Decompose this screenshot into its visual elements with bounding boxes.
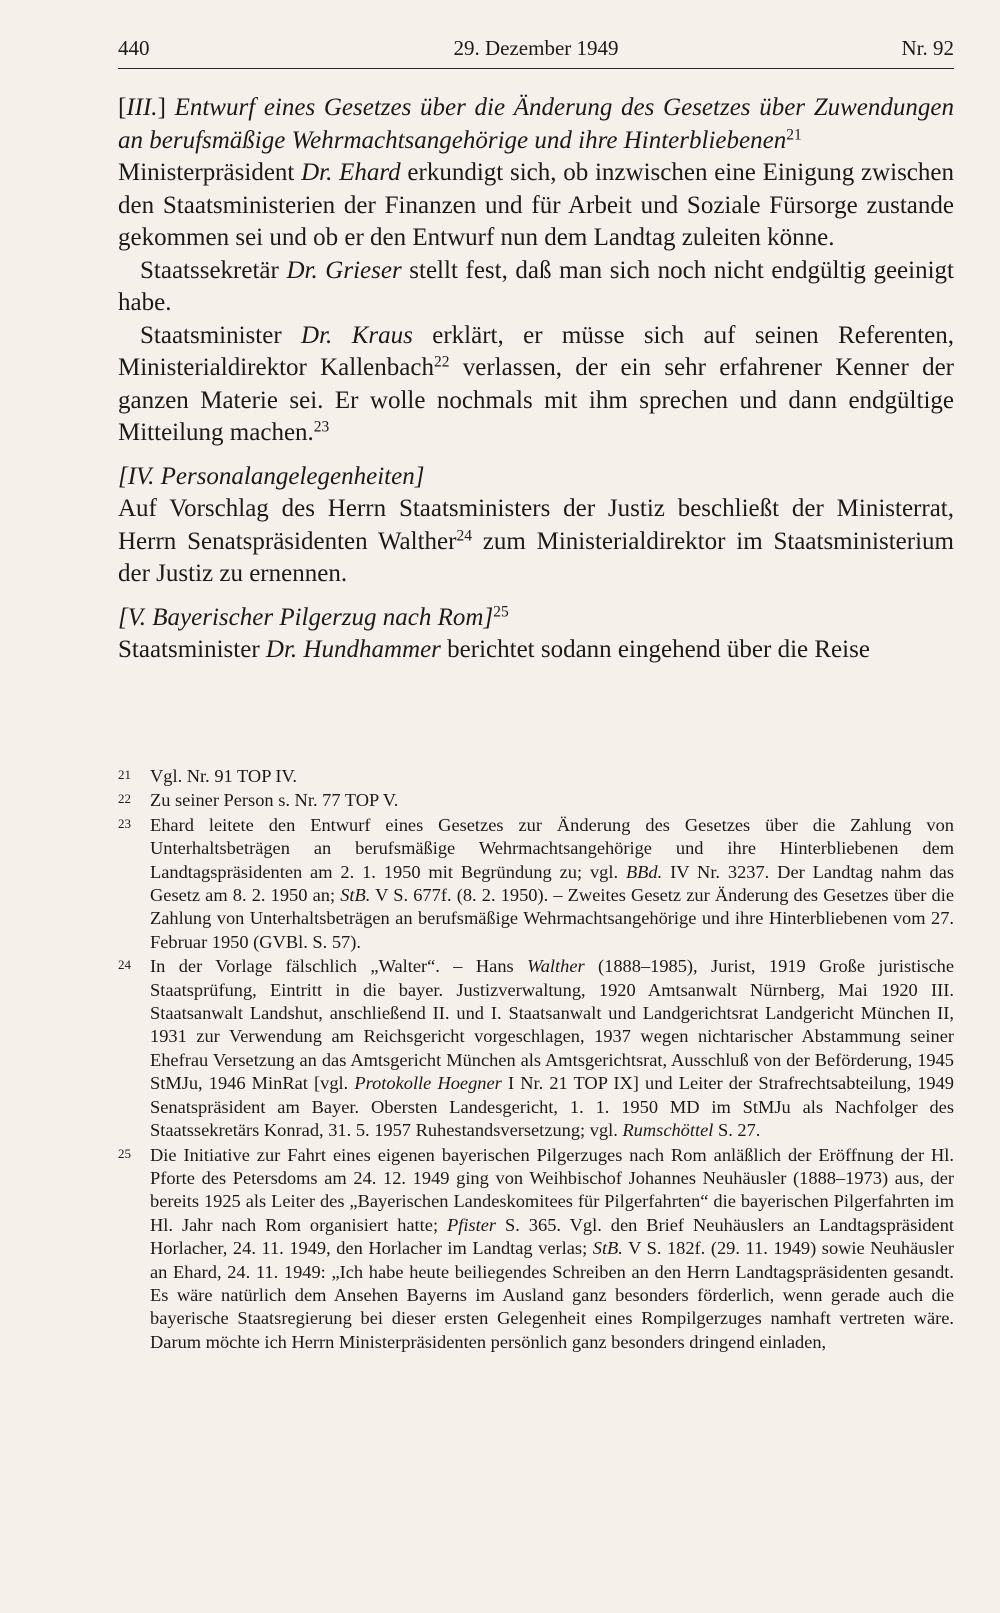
- citation: Pfister: [447, 1214, 497, 1235]
- section-3-heading: [118, 92, 954, 157]
- text: verlassen, der ein sehr erfahrener Kenner der ganzen Materie sei. Er wolle nochmals mit ihm sprechen und dann endgültige Mitteilung machen.: [118, 354, 954, 446]
- main-text: [118, 92, 954, 667]
- page-number: 440: [118, 36, 150, 60]
- citation: BBd.: [625, 861, 663, 882]
- footnote-text: I Nr. 21 TOP IX] und Leiter der Strafrechtsabteilung, 1949 Senatspräsident am Bayer. Obersten Landesgericht, 1. 1. 1950 MD im StMJu als Nachfolger des Staatssekretärs Konrad, 31. 5. 1957 Ruhestandsversetzung; vgl.: [150, 1073, 954, 1141]
- citation: StB.: [592, 1238, 623, 1259]
- heading-text: Entwurf eines Gesetzes über die Änderung des Gesetzes über Zuwendungen an berufsmäßige Wehrmachtsangehörige und ihre Hinterbliebenen: [118, 94, 954, 154]
- section-5-heading: [118, 602, 954, 635]
- footnote-25: [118, 1144, 954, 1355]
- text: Staatsminister: [140, 321, 302, 349]
- footnote-number: 25: [118, 1145, 131, 1161]
- footnote-text: Die Initiative zur Fahrt eines eigenen bayerischen Pilgerzuges nach Rom anläßlich der Eröffnung der Hl. Pforte des Petersdoms am 24. 12. 1949 ging von Weihbischof Johannes Neuhäusler (1888–1973) aus, der bereits 1925 als Leiter des „Bayerischen Landeskomitees für Pilgerfahrten“ die bayerischen Pilgerfahrten im Hl. Jahr nach Rom organisiert hatte;: [150, 1144, 954, 1235]
- footnote-text: V S. 182f. (29. 11. 1949) sowie Neuhäusler an Ehard, 24. 11. 1949: „Ich habe heute beiliegendes Schreiben an den Herrn Landtagspräsidenten gesandt. Es wäre natürlich dem Ansehen Bayerns im Ausland ganz besonders förderlich, wenn gerade auch die bayerische Staatsregierung bei dieser ersten Gelegenheit eines Rompilgerzuges namhaft vertreten wäre. Darum möchte ich Herrn Ministerpräsidenten persönlich ganz besonders dringend einladen,: [150, 1238, 954, 1352]
- citation: Protokolle Hoegner: [354, 1073, 502, 1094]
- footnote-ref[interactable]: 23: [313, 418, 330, 436]
- footnote-ref[interactable]: 21: [786, 125, 802, 143]
- citation: Rumschöttel: [622, 1120, 714, 1141]
- heading-text: [IV. Personalangelegenheiten]: [118, 462, 425, 490]
- citation: StB.: [340, 885, 371, 906]
- roman-numeral: III.: [126, 94, 158, 121]
- footnote-text: Ehard leitete den Entwurf eines Gesetzes zur Änderung des Gesetzes über die Zahlung von Unterhaltsbeträgen an berufsmäßige Wehrmachtsangehörige und ihre Hinterbliebenen dem Landtagspräsidenten am 2. 1. 1950 mit Begründung zu; vgl.: [150, 814, 954, 882]
- footnote-number: 23: [118, 815, 131, 831]
- paragraph: [118, 157, 954, 255]
- text: Staatsminister: [118, 636, 266, 663]
- footnote-21: [118, 765, 954, 788]
- paragraph: [118, 255, 954, 320]
- footnote-text: Zu seiner Person s. Nr. 77 TOP V.: [150, 790, 399, 811]
- text: erklärt, er müsse sich auf seinen Referenten, Ministerialdirektor Kallenbach: [118, 321, 954, 381]
- text: stellt fest, daß man sich noch nicht endgültig geeinigt habe.: [118, 256, 954, 316]
- footnote-22: [118, 789, 954, 812]
- person-name: Dr. Hundhammer: [265, 636, 441, 663]
- footnote-text: S. 365. Vgl. den Brief Neuhäuslers an Landtagspräsident Horlacher, 24. 11. 1949, den Horlacher im Landtag verlas;: [150, 1214, 954, 1259]
- footnote-number: 22: [118, 791, 131, 807]
- paragraph: [118, 634, 954, 667]
- running-header: [118, 32, 954, 69]
- footnote-text: In der Vorlage fälschlich „Walter“. – Hans: [150, 956, 528, 977]
- footnote-24: [118, 955, 954, 1142]
- header-date: 29. Dezember 1949: [453, 36, 619, 60]
- bracket-open: [: [118, 94, 127, 121]
- footnote-number: 24: [118, 957, 131, 973]
- section-4-heading: [118, 461, 954, 494]
- footnote-text: (1888–1985), Jurist, 1919 Große juristische Staatsprüfung, Eintritt in die bayer. Justizverwaltung, 1920 Amtsanwalt Nürnberg, Mai 1920 III. Staatsanwalt Landshut, anschließend II. und I. Staatsanwalt und Landgerichtsrat Landgericht München II, 1931 zur Verwendung am Reichsgericht vorgeschlagen, 1937 wegen nichtarischer Abstammung seiner Ehefrau Versetzung an das Amtsgericht München als Amtsgerichtsrat, Ausschluß von der Beförderung, 1945 StMJu, 1946 MinRat [vgl.: [150, 956, 955, 1094]
- footnote-text: S. 27.: [713, 1120, 761, 1141]
- footnote-23: [118, 814, 954, 954]
- text: Ministerpräsident: [118, 159, 302, 186]
- footnote-text: IV Nr. 3237. Der Landtag nahm das Gesetz am 8. 2. 1950 an;: [150, 861, 954, 906]
- text: zum Ministerialdirektor im Staatsministerium der Justiz zu ernennen.: [118, 527, 954, 587]
- footnote-text: V S. 677f. (8. 2. 1950). – Zweites Gesetz zur Änderung des Gesetzes über die Zahlung von Unterhaltsbeträgen an berufsmäßige Wehrmachtsangehörige und ihre Hinterbliebenen vom 27. Februar 1950 (GVBl. S. 57).: [150, 885, 954, 952]
- bracket-close: ]: [157, 94, 166, 121]
- footnote-number: 21: [118, 767, 131, 782]
- heading-text: [V. Bayerischer Pilgerzug nach Rom]: [118, 603, 494, 631]
- document-number: Nr. 92: [901, 36, 954, 60]
- person-name: Walther: [527, 956, 585, 977]
- footnote-text: Vgl. Nr. 91 TOP IV.: [150, 766, 297, 786]
- text: berichtet sodann eingehend über die Reise: [440, 636, 870, 663]
- footnotes: [118, 765, 954, 1354]
- text: erkundigt sich, ob inzwischen eine Einigung zwischen den Staatsministerien der Finanzen und für Arbeit und Soziale Fürsorge zustande gekommen sei und ob er den Entwurf nun dem Landtag zuleiten könne.: [118, 159, 954, 251]
- person-name: Dr. Grieser: [286, 256, 402, 284]
- text: Auf Vorschlag des Herrn Staatsministers der Justiz beschließt der Ministerrat, Herrn Senatspräsidenten Walther: [118, 495, 954, 555]
- text: Staatssekretär: [140, 256, 287, 284]
- person-name: Dr. Ehard: [301, 159, 401, 186]
- footnote-ref[interactable]: 24: [456, 526, 472, 544]
- person-name: Dr. Kraus: [301, 321, 413, 349]
- footnote-ref[interactable]: 22: [433, 353, 450, 371]
- paragraph: [118, 493, 954, 591]
- footnote-ref[interactable]: 25: [493, 602, 509, 620]
- paragraph: [118, 320, 954, 450]
